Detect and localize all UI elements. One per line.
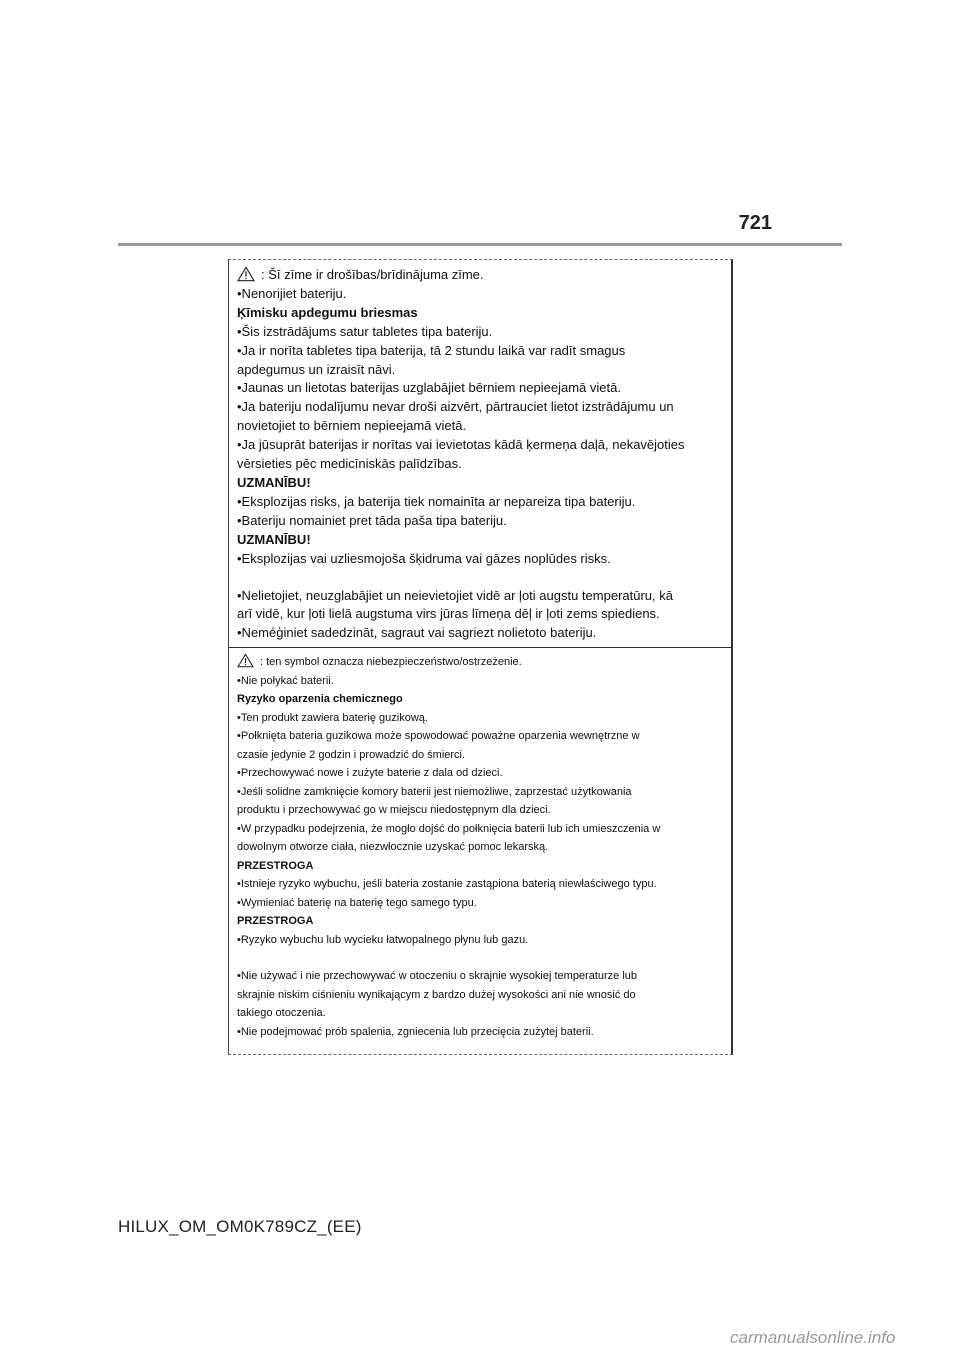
text-line: •Bateriju nomainiet pret tāda paša tipa bateriju.	[237, 512, 507, 528]
text-line: produktu i przechowywać go w miejscu niedostępnym dla dzieci.	[237, 804, 551, 816]
section-heading: Ķīmisku apdegumu briesmas	[237, 304, 418, 320]
text-line: •Istnieje ryzyko wybuchu, jeśli bateria zostanie zastąpiona baterią niewłaściwego typu.	[237, 878, 657, 890]
text-line: •Nenorijiet bateriju.	[237, 285, 347, 301]
header-rule	[118, 243, 842, 246]
symbol-note-text: : Šī zīme ir drošības/brīdinājuma zīme.	[261, 267, 484, 282]
section-heading: UZMANĪBU!	[237, 531, 311, 547]
text-line: •Eksplozijas risks, ja baterija tiek nomainīta ar nepareiza tipa bateriju.	[237, 493, 636, 509]
warning-triangle-icon	[237, 266, 255, 282]
text-line: novietojiet to bērniem nepieejamā vietā.	[237, 418, 467, 434]
text-line: apdegumus un izraisīt nāvi.	[237, 361, 396, 377]
text-line: •Przechowywać nowe i zużyte baterie z dala od dzieci.	[237, 767, 503, 779]
section-heading: PRZESTROGA	[237, 915, 314, 927]
text-line: •Eksplozijas vai uzliesmojoša šķidruma vai gāzes noplūdes risks.	[237, 550, 611, 566]
text-line: •Ja ir norīta tabletes tipa baterija, tā 2 stundu laikā var radīt smagus	[237, 342, 626, 358]
text-line: •Ryzyko wybuchu lub wycieku łatwopalnego płynu lub gazu.	[237, 933, 529, 946]
symbol-note-row	[237, 653, 723, 672]
text-line: •Wymieniać baterię na baterię tego samego typu.	[237, 896, 477, 909]
text-line: dowolnym otworze ciała, niezwłocznie uzyskać pomoc lekarską.	[237, 841, 549, 853]
text-line: •Jeśli solidne zamknięcie komory baterii jest niemożliwe, zaprzestać użytkowania	[237, 785, 632, 798]
text-line: •Ja bateriju nodalījumu nevar droši aizvērt, pārtrauciet lietot izstrādājumu un	[237, 399, 674, 415]
blank-line	[237, 569, 723, 587]
page-number: 721	[738, 212, 772, 234]
text-line: •Nie podejmować prób spalenia, zgniecenia lub przecięcia zużytej baterii.	[237, 1025, 594, 1038]
symbol-note-row	[237, 266, 723, 285]
text-line: •W przypadku podejrzenia, że mogło dojść do połknięcia baterii lub ich umieszczenia w	[237, 822, 661, 835]
battery-warning-label	[228, 259, 733, 1055]
section-divider	[229, 647, 731, 648]
text-line: takiego otoczenia.	[237, 1007, 326, 1019]
text-line: arī vidē, kur ļoti lielā augstuma virs jūras līmeņa dēļ ir ļoti zems spiediens.	[237, 606, 660, 622]
text-line: •Ja jūsuprāt baterijas ir norītas vai ievietotas kādā ķermeņa daļā, nekavējoties	[237, 437, 685, 453]
polish-text-lines	[237, 672, 723, 1042]
text-line: •Nelietojiet, neuzglabājiet un neievietojiet vidē ar ļoti augstu temperatūru, kā	[237, 587, 673, 603]
warning-triangle-icon	[237, 653, 254, 668]
text-line: vērsieties pēc medicīniskās palīdzības.	[237, 456, 462, 472]
text-line: •Połknięta bateria guzikowa może spowodować poważne oparzenia wewnętrzne w	[237, 730, 640, 742]
latvian-text-lines	[237, 285, 723, 643]
text-line: •Jaunas un lietotas baterijas uzglabājiet bērniem nepieejamā vietā.	[237, 380, 621, 396]
label-section-latvian	[229, 260, 731, 649]
label-section-polish	[229, 649, 731, 1054]
document-code: HILUX_OM_OM0K789CZ_(EE)	[118, 1217, 362, 1236]
watermark: carmanualsonline.info	[730, 1328, 896, 1347]
text-line: •Nie połykać baterii.	[237, 674, 334, 687]
text-line: •Nie używać i nie przechowywać w otoczeniu o skrajnie wysokiej temperaturze lub	[237, 970, 638, 982]
section-heading: UZMANĪBU!	[237, 474, 311, 490]
text-line: czasie jedynie 2 godzin i prowadzić do śmierci.	[237, 748, 466, 761]
blank-line	[237, 949, 723, 967]
text-line: •Ten produkt zawiera baterię guzikową.	[237, 711, 428, 724]
section-heading: PRZESTROGA	[237, 859, 314, 872]
symbol-note-text: : ten symbol oznacza niebezpieczeństwo/ostrzeżenie.	[260, 656, 522, 668]
text-line: •Šis izstrādājums satur tabletes tipa bateriju.	[237, 323, 493, 339]
section-heading: Ryzyko oparzenia chemicznego	[237, 693, 403, 705]
text-line: skrajnie niskim ciśnieniu wynikającym z bardzo dużej wysokości ani nie wnosić do	[237, 988, 636, 1001]
text-line: •Neméģiniet sadedzināt, sagraut vai sagriezt nolietoto bateriju.	[237, 625, 597, 641]
